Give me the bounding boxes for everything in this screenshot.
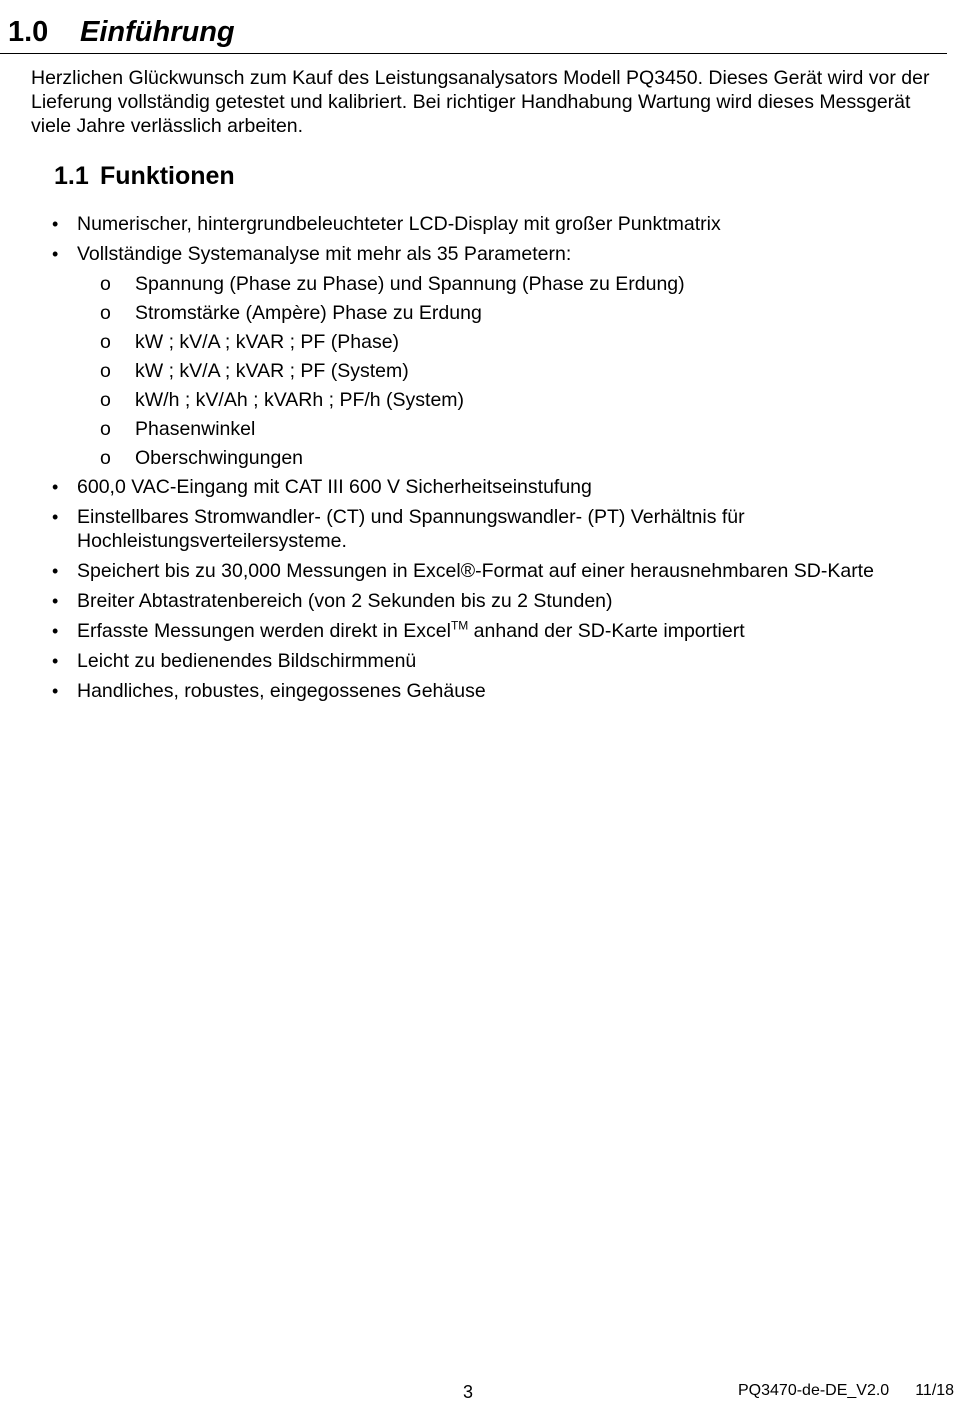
footer-page-number: 3 xyxy=(463,1382,474,1402)
footer-doc-info xyxy=(738,1382,954,1400)
list-item xyxy=(0,505,927,553)
bullet: • xyxy=(52,507,59,527)
bullet: • xyxy=(52,621,59,641)
sub-list-item xyxy=(0,417,950,441)
bullet: • xyxy=(52,681,59,701)
sub-list-item-text: Spannung (Phase zu Phase) und Spannung (Phase zu Erdung) xyxy=(135,273,685,295)
sub-list-item xyxy=(0,388,950,412)
list-item-text: Numerischer, hintergrundbeleuchteter LCD-Display mit großer Punktmatrix xyxy=(77,213,721,235)
list-item xyxy=(0,589,927,613)
list-item xyxy=(0,679,927,703)
sub-bullet: o xyxy=(100,418,111,440)
sub-list-item xyxy=(0,446,950,470)
sub-bullet: o xyxy=(100,273,111,295)
sub-list-item-text: kW ; kV/A ; kVAR ; PF (Phase) xyxy=(135,331,400,353)
footer-page-of: 11/18 xyxy=(915,1382,954,1399)
footer-doc-id: PQ3470-de-DE_V2.0 xyxy=(738,1382,890,1399)
sub-list-item-text: Phasenwinkel xyxy=(135,418,256,440)
sub-list-item-text: kW ; kV/A ; kVAR ; PF (System) xyxy=(135,360,409,382)
heading-rule xyxy=(0,53,947,54)
bullet: • xyxy=(52,477,59,497)
subsection-title: Funktionen xyxy=(100,162,235,190)
sub-list-item xyxy=(0,272,950,296)
list-item-text: Vollständige Systemanalyse mit mehr als 35 Parametern: xyxy=(77,243,572,265)
list-item xyxy=(0,619,927,643)
sub-list-item xyxy=(0,301,950,325)
sub-list-item-text: kW/h ; kV/Ah ; kVARh ; PF/h (System) xyxy=(135,389,465,411)
list-item xyxy=(0,212,927,236)
list-item-text: Breiter Abtastratenbereich (von 2 Sekunden bis zu 2 Stunden) xyxy=(77,590,613,612)
list-item xyxy=(0,242,927,266)
section-number: 1.0 xyxy=(8,16,49,48)
list-item-text: 600,0 VAC-Eingang mit CAT III 600 V Sicherheitseinstufung xyxy=(77,476,592,498)
bullet: • xyxy=(52,591,59,611)
section-heading-1 xyxy=(8,14,235,50)
list-item-text xyxy=(77,620,745,642)
sub-list-item-text: Stromstärke (Ampère) Phase zu Erdung xyxy=(135,302,482,324)
section-title: Einführung xyxy=(80,16,235,48)
sub-bullet: o xyxy=(100,447,111,469)
sub-bullet: o xyxy=(100,302,111,324)
bullet: • xyxy=(52,244,59,264)
subsection-number: 1.1 xyxy=(54,162,89,190)
subsection-heading xyxy=(54,160,235,192)
sub-bullet: o xyxy=(100,331,111,353)
trademark-superscript: TM xyxy=(450,618,469,633)
sub-list-item xyxy=(0,330,950,354)
list-item xyxy=(0,559,927,583)
intro-paragraph: Herzlichen Glückwunsch zum Kauf des Leistungsanalysators Modell PQ3450. Dieses Gerät wird vor der Lieferung vollständig getestet und kalibriert. Bei richtiger Handhabung Wartung wird dieses Messgerät viele Jahre verlässlich arbeiten. xyxy=(31,67,930,137)
list-item-text: Einstellbares Stromwandler- (CT) und Spannungswandler- (PT) Verhältnis für Hochleistungsverteilersysteme. xyxy=(77,506,745,552)
sub-bullet: o xyxy=(100,389,111,411)
list-item-text-part: anhand der SD-Karte importiert xyxy=(468,620,745,642)
sub-list-item xyxy=(0,359,950,383)
bullet: • xyxy=(52,214,59,234)
list-item xyxy=(0,649,927,673)
list-item-text-part: Erfasste Messungen werden direkt in Excel xyxy=(77,620,451,642)
list-item-text: Leicht zu bedienendes Bildschirmmenü xyxy=(77,650,417,672)
list-item-text: Handliches, robustes, eingegossenes Gehäuse xyxy=(77,680,486,702)
bullet: • xyxy=(52,561,59,581)
sub-list-item-text: Oberschwingungen xyxy=(135,447,304,469)
list-item xyxy=(0,475,927,499)
feature-list xyxy=(0,212,950,709)
sub-bullet: o xyxy=(100,360,111,382)
list-item-text: Speichert bis zu 30,000 Messungen in Excel®-Format auf einer herausnehmbaren SD-Karte xyxy=(77,560,874,582)
bullet: • xyxy=(52,651,59,671)
